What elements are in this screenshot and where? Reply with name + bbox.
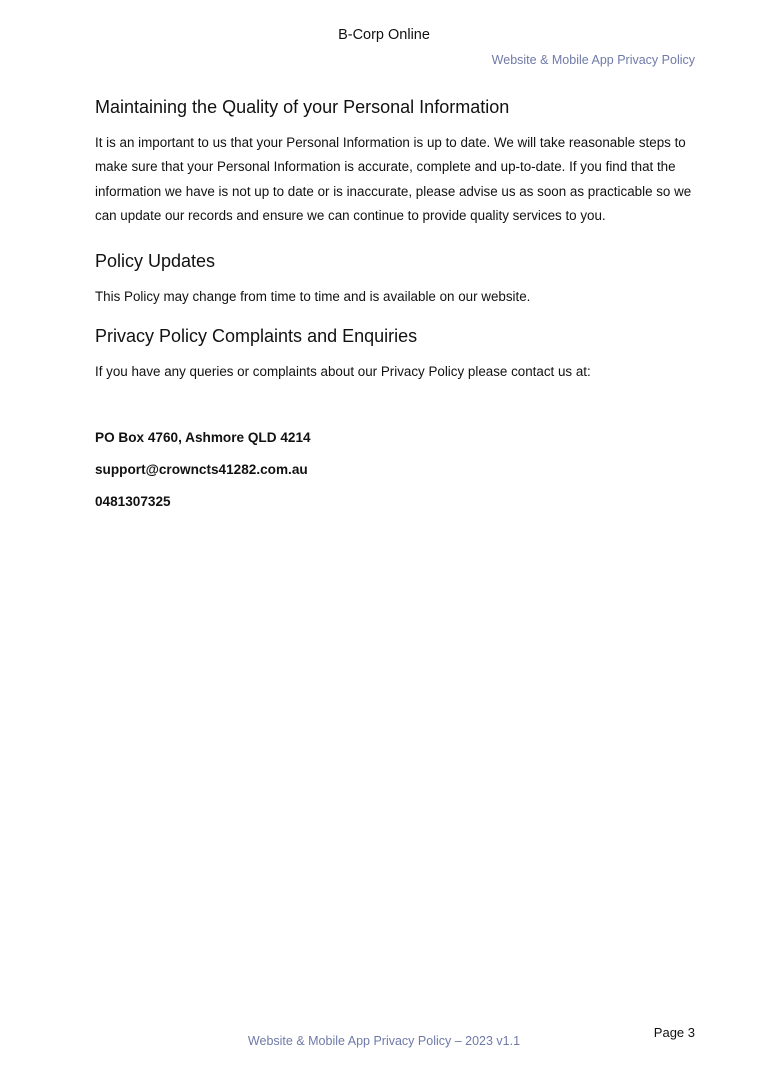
header-title: B-Corp Online [338,27,430,43]
section-body-policy-updates: This Policy may change from time to time and is available on our website. [95,288,531,304]
page-number: Page 3 [653,1025,695,1040]
section-heading-quality: Maintaining the Quality of your Personal Information [95,97,510,117]
contact-phone: 0481307325 [95,494,171,510]
contact-address: PO Box 4760, Ashmore QLD 4214 [95,430,311,446]
footer-title: Website & Mobile App Privacy Policy – 2023 v1.1 [247,1034,521,1048]
header-subtitle: Website & Mobile App Privacy Policy [491,53,695,67]
section-heading-complaints: Privacy Policy Complaints and Enquiries [95,326,418,347]
contact-block [95,428,700,512]
section-body-complaints: If you have any queries or complaints about our Privacy Policy please contact us at: [95,364,591,380]
page-content [95,95,700,524]
contact-email: support@crowncts41282.com.au [95,462,308,478]
section-body-quality: It is an important to us that your Personal Information is up to date. We will take reasonable steps to make sure that your Personal Information is accurate, complete and up-to-date. If you find that the information we have is not up to date or is inaccurate, please advise us as soon as practicable so we can update our records and ensure we can continue to provide quality services to you. [95,135,692,224]
section-heading-policy-updates: Policy Updates [95,250,216,271]
